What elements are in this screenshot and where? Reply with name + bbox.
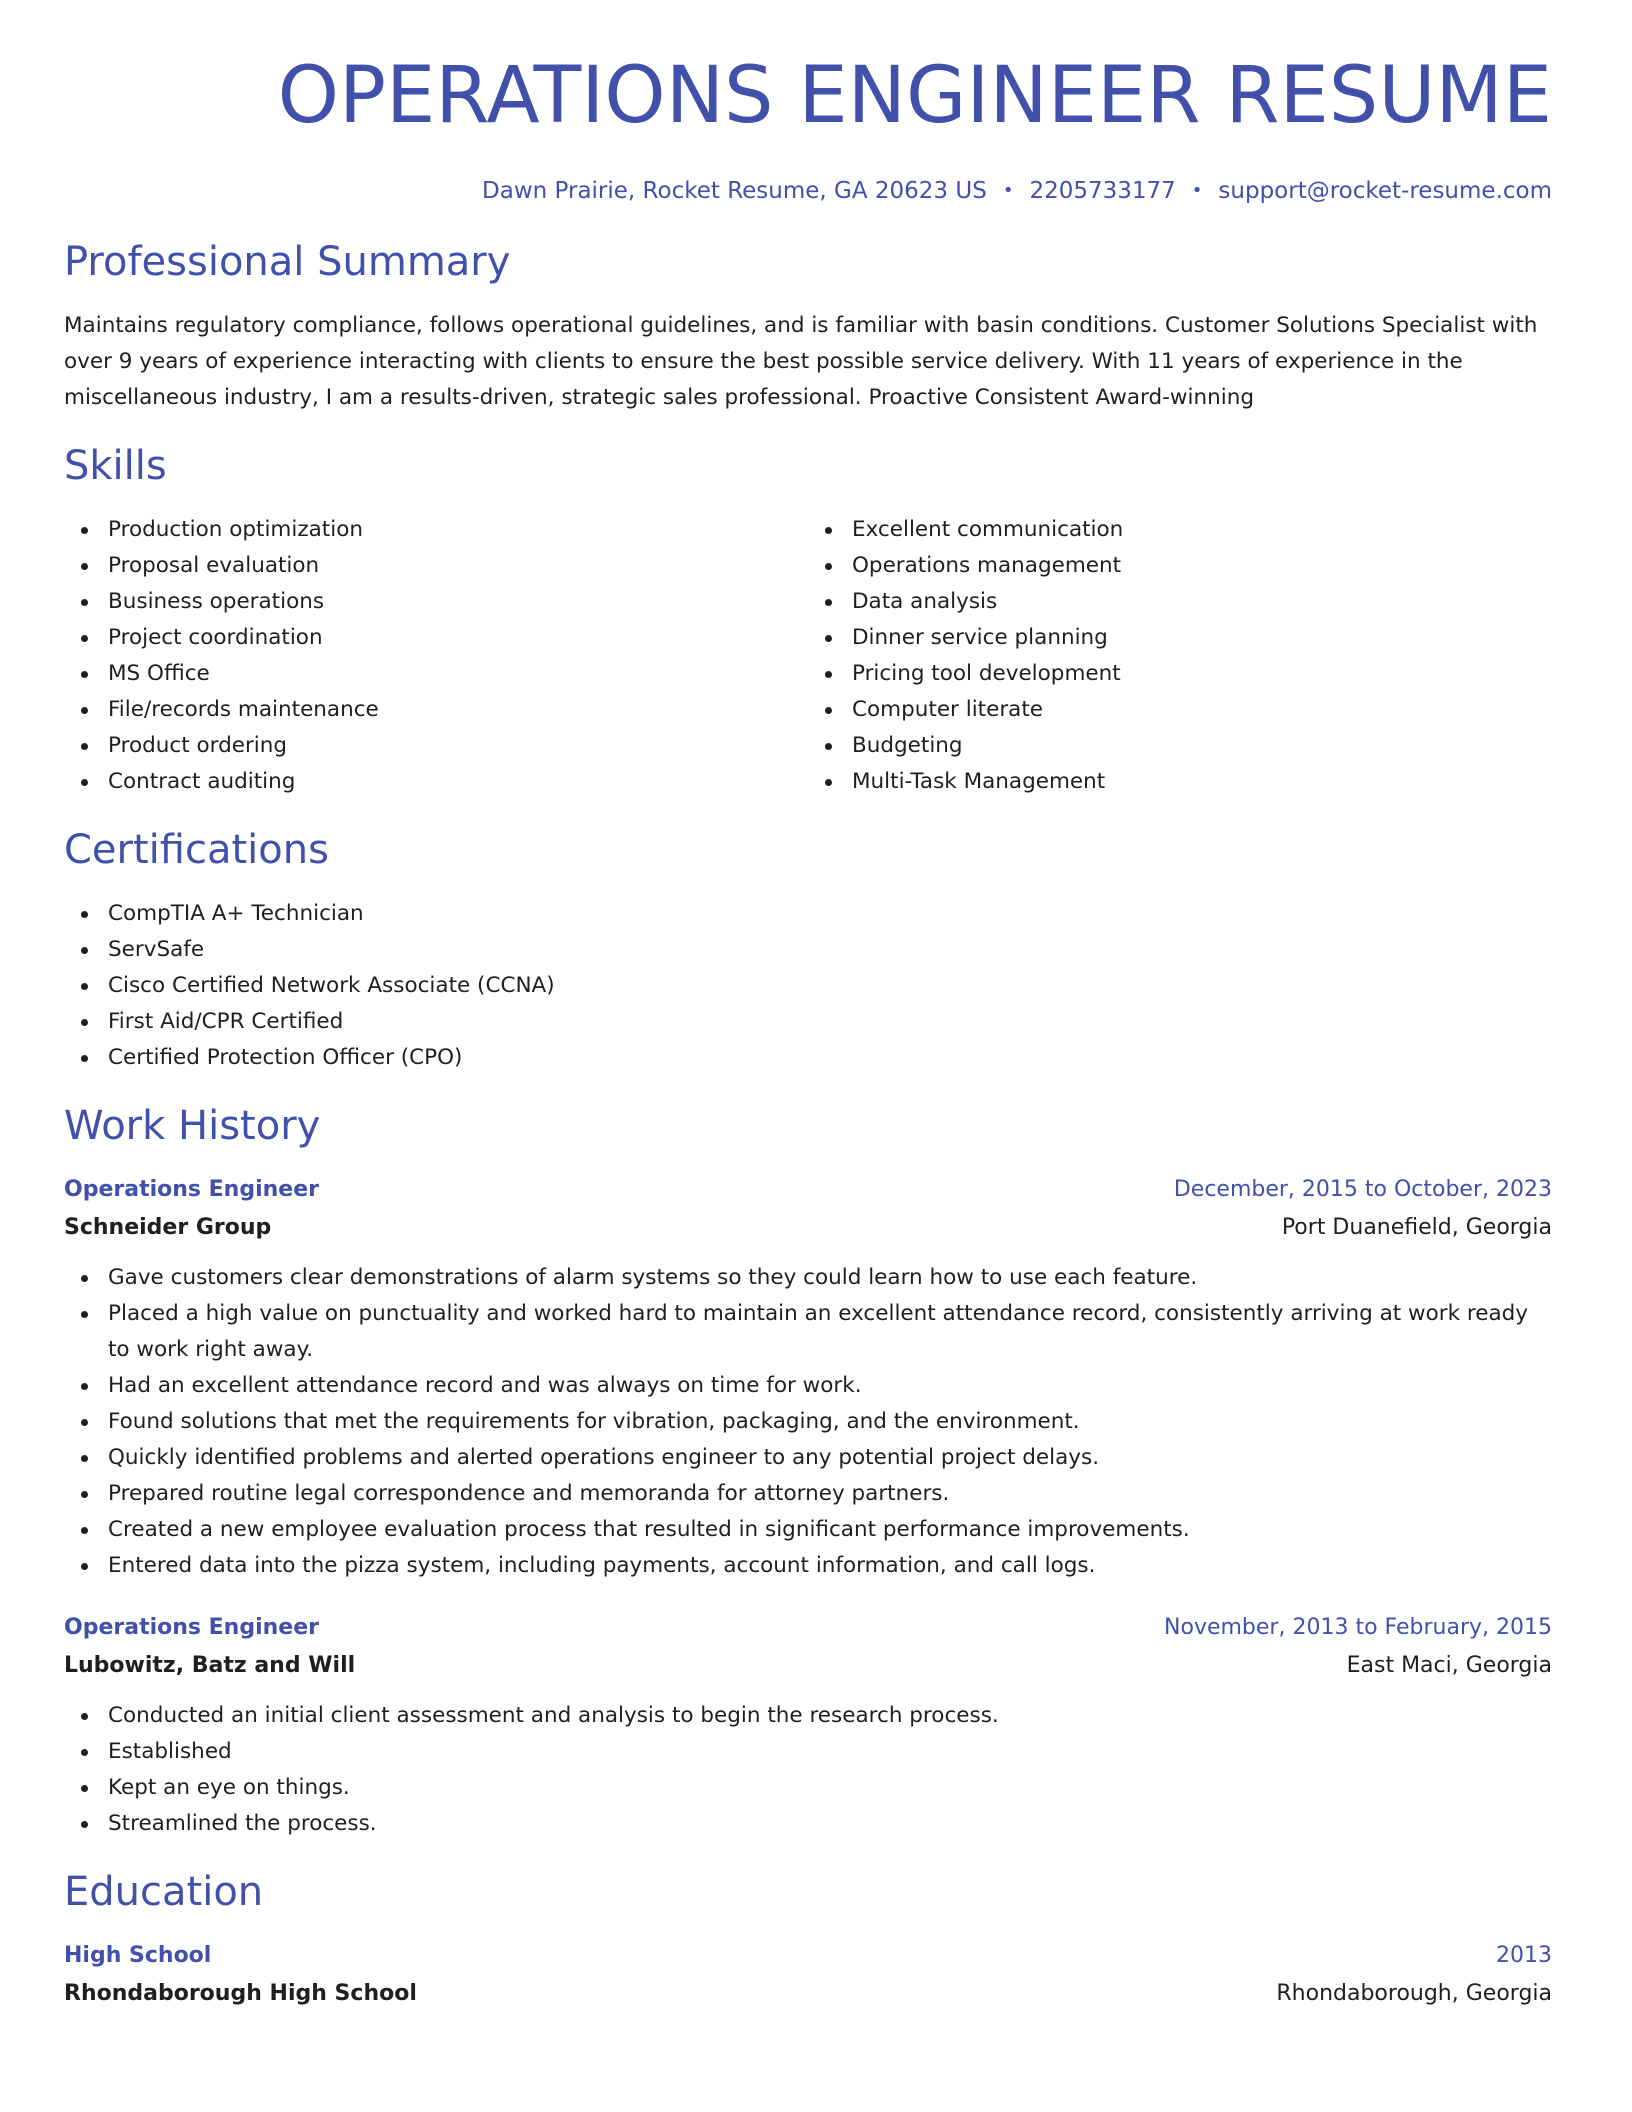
resume-header — [64, 50, 1552, 204]
skill-item: Production optimization — [64, 512, 808, 548]
contact-address: Dawn Prairie, Rocket Resume, GA 20623 US — [482, 177, 987, 204]
job-bullet: Created a new employee evaluation process that resulted in significant performance improvements. — [64, 1512, 1552, 1548]
certifications-heading: Certifications — [64, 826, 329, 873]
job-company: Schneider Group — [64, 1214, 272, 1240]
skill-item: Product ordering — [64, 728, 808, 764]
education-heading: Education — [64, 1868, 264, 1915]
skill-item: Operations management — [808, 548, 1552, 584]
job-entry — [64, 1172, 1552, 1584]
skill-item: Excellent communication — [808, 512, 1552, 548]
job-title-row — [64, 1172, 1552, 1208]
job-bullets — [64, 1260, 1552, 1584]
job-bullet: Prepared routine legal correspondence and memoranda for attorney partners. — [64, 1476, 1552, 1512]
certification-item: CompTIA A+ Technician — [64, 896, 1552, 932]
job-bullet: Kept an eye on things. — [64, 1770, 1552, 1806]
education-location: Rhondaborough, Georgia — [1276, 1980, 1552, 2006]
skill-item: Project coordination — [64, 620, 808, 656]
job-location: East Maci, Georgia — [1346, 1652, 1552, 1678]
certification-item: ServSafe — [64, 932, 1552, 968]
job-bullet: Established — [64, 1734, 1552, 1770]
skill-item: Dinner service planning — [808, 620, 1552, 656]
job-bullet: Conducted an initial client assessment and analysis to begin the research process. — [64, 1698, 1552, 1734]
skill-item: Computer literate — [808, 692, 1552, 728]
job-title: Operations Engineer — [64, 1614, 319, 1640]
skills-column-left — [64, 512, 808, 800]
job-title: Operations Engineer — [64, 1176, 319, 1202]
job-dates: December, 2015 to October, 2023 — [1173, 1176, 1552, 1202]
document-title: OPERATIONS ENGINEER RESUME — [277, 51, 1552, 141]
job-bullet: Found solutions that met the requirements for vibration, packaging, and the environment. — [64, 1404, 1552, 1440]
job-bullet: Entered data into the pizza system, including payments, account information, and call logs. — [64, 1548, 1552, 1584]
job-bullet: Quickly identified problems and alerted operations engineer to any potential project delays. — [64, 1440, 1552, 1476]
certifications-section — [64, 826, 1552, 1076]
job-company: Lubowitz, Batz and Will — [64, 1652, 356, 1678]
summary-text: Maintains regulatory compliance, follows operational guidelines, and is familiar with basin conditions. Customer Solutions Specialist with over 9 years of experience interacting with clients to ensure the best possible service delivery. With 11 years of experience in the miscellaneous industry, I am a results-driven, strategic sales professional. Proactive Consistent Award-winning — [64, 312, 1538, 410]
summary-section — [64, 238, 1552, 416]
job-location: Port Duanefield, Georgia — [1281, 1214, 1552, 1240]
skill-item: Multi-Task Management — [808, 764, 1552, 800]
job-bullet: Gave customers clear demonstrations of alarm systems so they could learn how to use each feature. — [64, 1260, 1552, 1296]
job-title-row — [64, 1610, 1552, 1646]
contact-phone: 2205733177 — [1029, 177, 1176, 204]
skill-item: Contract auditing — [64, 764, 808, 800]
contact-separator: • — [1191, 179, 1203, 201]
work-history-section — [64, 1102, 1552, 1842]
education-year: 2013 — [1496, 1942, 1552, 1968]
education-section — [64, 1868, 1552, 2014]
job-bullets — [64, 1698, 1552, 1842]
skill-item: Budgeting — [808, 728, 1552, 764]
job-bullet: Streamlined the process. — [64, 1806, 1552, 1842]
certification-item: Certified Protection Officer (CPO) — [64, 1040, 1552, 1076]
education-school-row — [64, 1974, 1552, 2014]
skill-item: MS Office — [64, 656, 808, 692]
skills-column-right — [808, 512, 1552, 800]
job-company-row — [64, 1208, 1552, 1248]
education-degree-row — [64, 1938, 1552, 1974]
skills-list-right — [808, 512, 1552, 800]
contact-separator: • — [1002, 179, 1014, 201]
certifications-list — [64, 896, 1552, 1076]
contact-line — [64, 178, 1552, 204]
skill-item: File/records maintenance — [64, 692, 808, 728]
certification-item: First Aid/CPR Certified — [64, 1004, 1552, 1040]
skills-section — [64, 442, 1552, 800]
job-bullet: Had an excellent attendance record and was always on time for work. — [64, 1368, 1552, 1404]
work-history-heading: Work History — [64, 1102, 321, 1149]
education-school: Rhondaborough High School — [64, 1980, 417, 2006]
education-degree: High School — [64, 1942, 212, 1968]
job-bullet: Placed a high value on punctuality and worked hard to maintain an excellent attendance record, consistently arriving at work ready to work right away. — [64, 1296, 1552, 1368]
skill-item: Business operations — [64, 584, 808, 620]
skills-heading: Skills — [64, 442, 167, 489]
skills-grid — [64, 512, 1552, 800]
job-entry — [64, 1610, 1552, 1842]
skills-list-left — [64, 512, 808, 800]
skill-item: Data analysis — [808, 584, 1552, 620]
job-company-row — [64, 1646, 1552, 1686]
skill-item: Proposal evaluation — [64, 548, 808, 584]
job-dates: November, 2013 to February, 2015 — [1164, 1614, 1552, 1640]
skill-item: Pricing tool development — [808, 656, 1552, 692]
certification-item: Cisco Certified Network Associate (CCNA) — [64, 968, 1552, 1004]
summary-heading: Professional Summary — [64, 238, 511, 285]
contact-email[interactable]: support@rocket-resume.com — [1218, 177, 1552, 204]
